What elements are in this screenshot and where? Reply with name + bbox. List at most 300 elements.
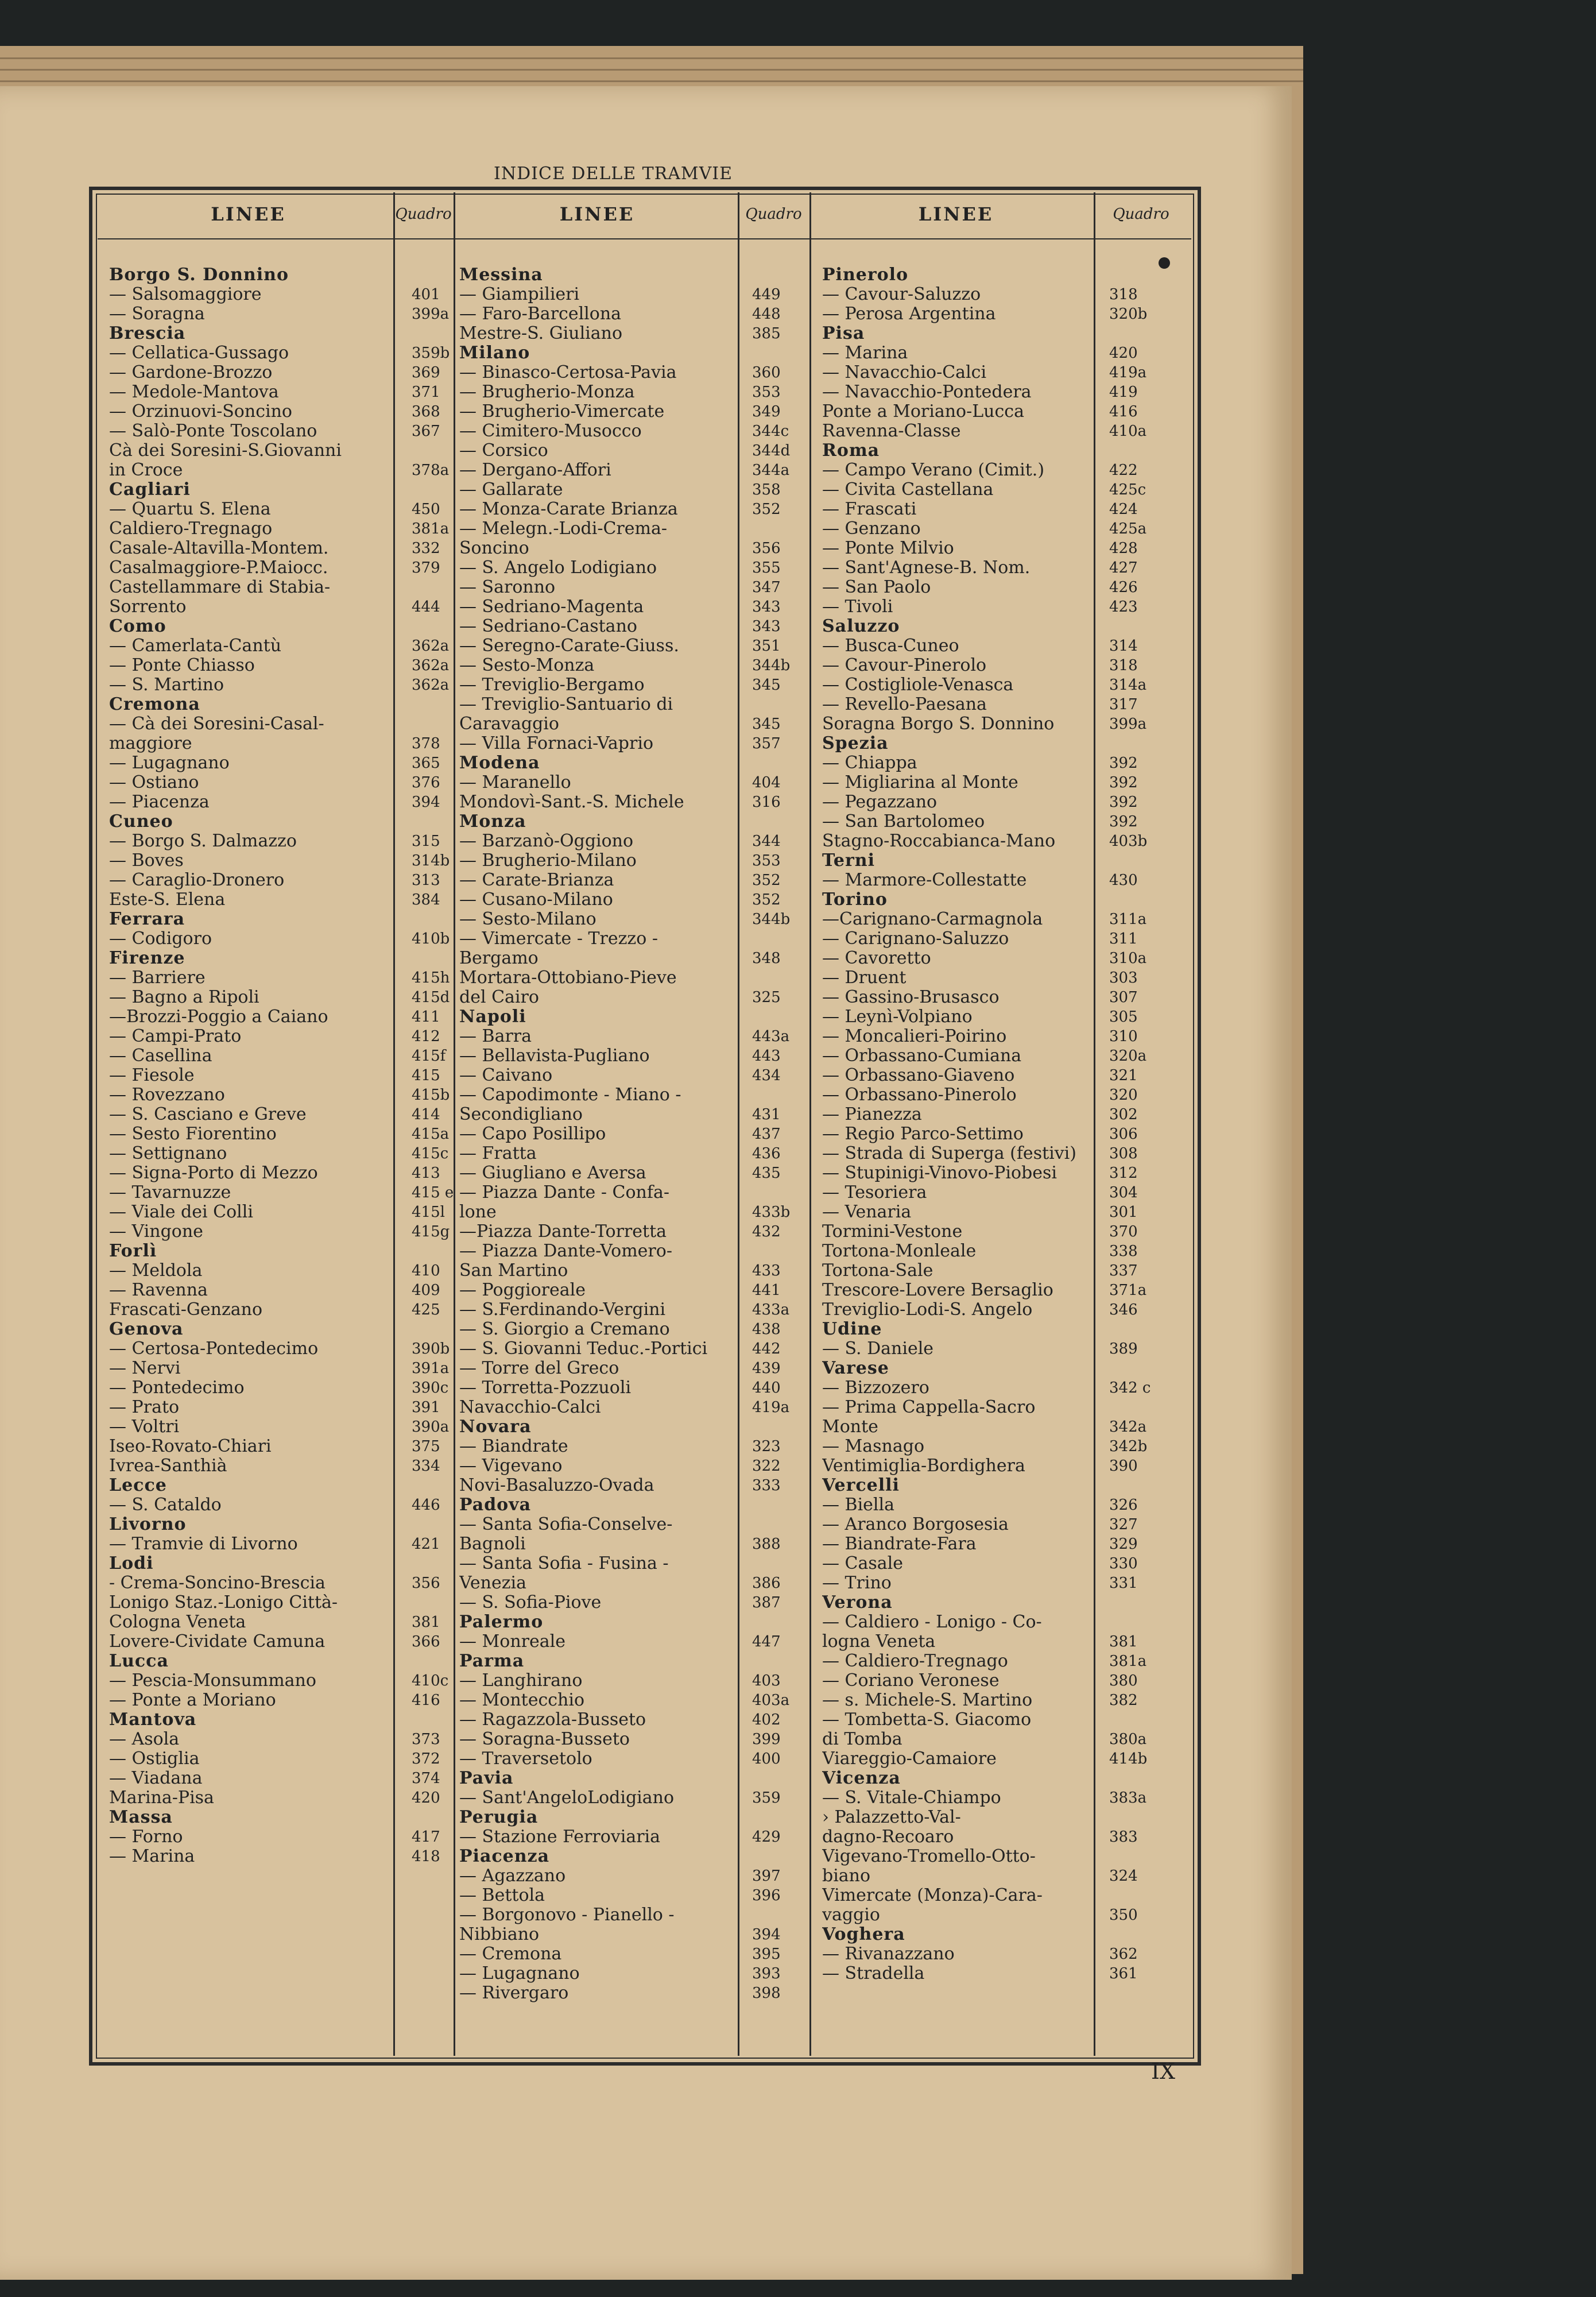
quadro-number: 378a	[412, 462, 450, 479]
quadro-number: 355	[752, 559, 781, 577]
line-entry	[459, 1554, 804, 1573]
quadro-number: 366	[412, 1633, 440, 1650]
line-entry	[459, 910, 804, 929]
line-entry	[459, 1105, 804, 1124]
entry-name: Vercelli	[822, 1476, 900, 1495]
quadro-number: 399a	[412, 306, 450, 323]
line-entry	[459, 1163, 804, 1183]
quadro-number: 342b	[1109, 1438, 1148, 1455]
entry-name: — Nervi	[109, 1359, 181, 1378]
quadro-number: 392	[1109, 813, 1138, 830]
entry-name: — Forno	[109, 1827, 183, 1847]
entry-name: — Sesto Fiorentino	[109, 1124, 277, 1144]
quadro-number: 352	[752, 872, 781, 889]
line-entry	[459, 1202, 804, 1222]
line-entry	[822, 1788, 1190, 1808]
city-heading	[109, 812, 454, 832]
entry-name: — Capodimonte - Miano -	[459, 1085, 681, 1105]
line-entry	[822, 597, 1190, 617]
quadro-number: 347	[752, 579, 781, 596]
entry-name: — Orbassano-Giaveno	[822, 1066, 1015, 1085]
entry-name: Borgo S. Donnino	[109, 265, 289, 285]
line-entry	[459, 1261, 804, 1281]
line-entry	[109, 714, 454, 734]
quadro-number: 410b	[412, 930, 450, 948]
quadro-number: 434	[752, 1067, 781, 1084]
quadro-number: 433a	[752, 1301, 790, 1318]
line-entry	[822, 461, 1190, 480]
quadro-number: 415d	[412, 989, 450, 1006]
entry-name: — Ravenna	[109, 1281, 208, 1300]
page-edge	[0, 57, 1303, 59]
entry-name: — Cimitero-Musocco	[459, 421, 642, 441]
city-heading	[822, 890, 1190, 910]
line-entry	[109, 1730, 454, 1749]
quadro-number: 318	[1109, 286, 1138, 303]
entry-name: — S.Ferdinando-Vergini	[459, 1300, 666, 1320]
entry-name: — Civita Castellana	[822, 480, 994, 500]
entry-name: Perugia	[459, 1808, 539, 1827]
entry-name: — Barriere	[109, 968, 206, 988]
quadro-number: 419a	[1109, 364, 1147, 381]
entry-name: — Tavarnuzze	[109, 1183, 231, 1202]
line-entry	[822, 1749, 1190, 1769]
quadro-number: 388	[752, 1536, 781, 1553]
column-3-list	[822, 265, 1190, 1983]
quadro-number: 332	[412, 540, 440, 557]
entry-name: — Seregno-Carate-Giuss.	[459, 636, 679, 656]
line-entry	[109, 1163, 454, 1183]
quadro-number: 447	[752, 1633, 781, 1650]
city-heading	[822, 1925, 1190, 1944]
entry-name: — Rovezzano	[109, 1085, 225, 1105]
line-entry	[109, 1046, 454, 1066]
city-heading	[822, 734, 1190, 753]
line-entry	[822, 363, 1190, 382]
line-entry	[459, 1730, 804, 1749]
line-entry	[822, 792, 1190, 812]
entry-name: — Masnago	[822, 1437, 925, 1456]
entry-name: Novara	[459, 1417, 532, 1437]
entry-name: Parma	[459, 1652, 525, 1671]
quadro-number: 308	[1109, 1145, 1138, 1162]
entry-name: — Sedriano-Magenta	[459, 597, 644, 617]
line-entry	[109, 1671, 454, 1691]
entry-name: — Marina	[822, 343, 908, 363]
line-entry	[822, 1573, 1190, 1593]
line-entry	[459, 1222, 804, 1242]
quadro-number: 437	[752, 1126, 781, 1143]
entry-name: — Piacenza	[109, 792, 210, 812]
entry-name: Trescore-Lovere Bersaglio	[822, 1281, 1053, 1300]
line-entry	[459, 1691, 804, 1710]
entry-name: — Pegazzano	[822, 792, 938, 812]
quadro-number: 344d	[752, 442, 791, 459]
quadro-number: 367	[412, 423, 440, 440]
entry-name: Este-S. Elena	[109, 890, 226, 910]
entry-name: — S. Giovanni Teduc.-Portici	[459, 1339, 708, 1359]
line-entry	[459, 1593, 804, 1612]
line-entry	[459, 461, 804, 480]
line-entry	[822, 949, 1190, 968]
entry-name: Ferrara	[109, 910, 185, 929]
quadro-number: 312	[1109, 1165, 1138, 1182]
line-entry	[459, 480, 804, 500]
line-entry	[109, 500, 454, 519]
entry-name: Ravenna-Classe	[822, 421, 961, 441]
line-entry	[459, 285, 804, 304]
entry-name: — Bizzozero	[822, 1378, 929, 1398]
line-entry	[822, 1808, 1190, 1827]
quadro-number: 410	[412, 1262, 440, 1279]
line-entry	[459, 871, 804, 890]
entry-name: — Boves	[109, 851, 184, 871]
entry-name: - Crema-Soncino-Brescia	[109, 1573, 326, 1593]
line-entry	[459, 1359, 804, 1378]
city-heading	[109, 1808, 454, 1827]
entry-name: — Ragazzola-Busseto	[459, 1710, 646, 1730]
line-entry	[459, 1085, 804, 1105]
line-entry	[109, 1691, 454, 1710]
city-heading	[822, 1593, 1190, 1612]
entry-name: — Tombetta-S. Giacomo	[822, 1710, 1032, 1730]
quadro-number: 318	[1109, 657, 1138, 674]
line-entry	[109, 988, 454, 1007]
quadro-number: 443	[752, 1047, 781, 1065]
entry-name: — Langhirano	[459, 1671, 583, 1691]
quadro-number: 426	[1109, 579, 1138, 596]
line-entry	[109, 1124, 454, 1144]
entry-name: Cà dei Soresini-S.Giovanni	[109, 441, 342, 461]
quadro-number: 446	[412, 1496, 440, 1514]
entry-name: — Borgonovo - Pianello -	[459, 1905, 675, 1925]
entry-name: — Camerlata-Cantù	[109, 636, 282, 656]
line-entry	[459, 539, 804, 558]
line-entry	[459, 929, 804, 949]
entry-name: — Trino	[822, 1573, 892, 1593]
quadro-number: 352	[752, 501, 781, 518]
entry-name: — Treviglio-Santuario di	[459, 695, 673, 714]
line-entry	[109, 597, 454, 617]
quadro-number: 369	[412, 364, 440, 381]
linee-header: LINEE	[211, 203, 286, 225]
entry-name: Venezia	[459, 1573, 527, 1593]
line-entry	[459, 558, 804, 578]
entry-name: Forlì	[109, 1242, 157, 1261]
quadro-number: 433b	[752, 1204, 791, 1221]
line-entry	[459, 714, 804, 734]
entry-name: Brescia	[109, 324, 186, 343]
entry-name: — Pianezza	[822, 1105, 922, 1124]
line-entry	[459, 1827, 804, 1847]
quadro-number: 391a	[412, 1360, 450, 1377]
city-heading	[109, 1652, 454, 1671]
quadro-number: 399	[752, 1731, 781, 1748]
quadro-number: 435	[752, 1165, 781, 1182]
entry-name: — Marina	[109, 1847, 195, 1866]
line-entry	[109, 421, 454, 441]
quadro-number: 362a	[412, 637, 450, 655]
entry-name: — Campo Verano (Cimit.)	[822, 461, 1045, 480]
line-entry	[459, 500, 804, 519]
line-entry	[822, 1046, 1190, 1066]
quadro-number: 415c	[412, 1145, 449, 1162]
entry-name: Pavia	[459, 1769, 514, 1788]
entry-name: Milano	[459, 343, 530, 363]
line-entry	[822, 675, 1190, 695]
quadro-number: 360	[752, 364, 781, 381]
entry-name: — Piazza Dante - Confa-	[459, 1183, 669, 1202]
quadro-number: 376	[412, 774, 440, 791]
entry-name: Varese	[822, 1359, 889, 1378]
line-entry	[109, 1769, 454, 1788]
entry-name: Padova	[459, 1495, 532, 1515]
line-entry	[459, 1437, 804, 1456]
quadro-number: 440	[752, 1379, 781, 1397]
quadro-number: 383a	[1109, 1789, 1147, 1807]
entry-name: Livorno	[109, 1515, 187, 1534]
line-entry	[109, 363, 454, 382]
quadro-number: 375	[412, 1438, 440, 1455]
entry-name: — Coriano Veronese	[822, 1671, 1000, 1691]
line-entry	[459, 382, 804, 402]
line-entry	[822, 1495, 1190, 1515]
line-entry	[822, 539, 1190, 558]
line-entry	[459, 968, 804, 988]
quadro-number: 368	[412, 403, 440, 420]
line-entry	[109, 1085, 454, 1105]
entry-name: — Poggioreale	[459, 1281, 586, 1300]
line-entry	[109, 1261, 454, 1281]
quadro-number: 398	[752, 1985, 781, 2002]
quadro-number: 353	[752, 384, 781, 401]
line-entry	[459, 1066, 804, 1085]
entry-name: — S. Sofia-Piove	[459, 1593, 602, 1612]
linee-header: LINEE	[559, 203, 635, 225]
entry-name: — Biella	[822, 1495, 895, 1515]
quadro-number: 338	[1109, 1243, 1138, 1260]
quadro-number: 381	[412, 1614, 440, 1631]
entry-name: — Bagno a Ripoli	[109, 988, 259, 1007]
quadro-number: 381a	[412, 520, 450, 537]
line-entry	[822, 636, 1190, 656]
quadro-number: 425	[412, 1301, 440, 1318]
quadro-number: 392	[1109, 755, 1138, 772]
entry-name: — Vingone	[109, 1222, 203, 1242]
line-entry	[459, 1671, 804, 1691]
line-entry	[109, 1534, 454, 1554]
line-entry	[109, 1202, 454, 1222]
line-entry	[822, 421, 1190, 441]
line-entry	[822, 1281, 1190, 1300]
quadro-number: 415f	[412, 1047, 446, 1065]
entry-name: Iseo-Rovato-Chiari	[109, 1437, 272, 1456]
quadro-number: 337	[1109, 1262, 1138, 1279]
line-entry	[459, 402, 804, 421]
quadro-number: 414	[412, 1106, 440, 1123]
line-entry	[822, 753, 1190, 773]
quadro-number: 345	[752, 716, 781, 733]
line-entry	[109, 1827, 454, 1847]
line-entry	[109, 656, 454, 675]
entry-name: Lonigo Staz.-Lonigo Città-	[109, 1593, 338, 1612]
line-entry	[109, 1339, 454, 1359]
entry-name: — Piazza Dante-Vomero-	[459, 1242, 672, 1261]
entry-name: — Caldiero-Tregnago	[822, 1652, 1008, 1671]
entry-name: — Giampilieri	[459, 285, 580, 304]
entry-name: lone	[459, 1202, 497, 1222]
entry-name: — Sesto-Monza	[459, 656, 595, 675]
entry-name: Saluzzo	[822, 617, 900, 636]
line-entry	[822, 500, 1190, 519]
city-heading	[822, 1476, 1190, 1495]
line-entry	[109, 1847, 454, 1866]
line-entry	[109, 929, 454, 949]
column-divider	[454, 192, 455, 2056]
line-entry	[109, 851, 454, 871]
quadro-number: 378	[412, 735, 440, 752]
quadro-number: 311	[1109, 930, 1138, 948]
quadro-number: 390a	[412, 1418, 450, 1436]
line-entry	[109, 1612, 454, 1632]
entry-name: — Prato	[109, 1398, 180, 1417]
entry-name: — Saronno	[459, 578, 556, 597]
line-entry	[109, 519, 454, 539]
entry-name: — Torre del Greco	[459, 1359, 619, 1378]
quadro-number: 314	[1109, 637, 1138, 655]
line-entry	[459, 363, 804, 382]
entry-name: Genova	[109, 1320, 184, 1339]
entry-name: — Maranello	[459, 773, 571, 792]
entry-name: — Dergano-Affori	[459, 461, 611, 480]
quadro-number: 450	[412, 501, 440, 518]
quadro-number: 431	[752, 1106, 781, 1123]
quadro-number: 362	[1109, 1946, 1138, 1963]
entry-name: Bergamo	[459, 949, 539, 968]
line-entry	[822, 1964, 1190, 1983]
quadro-number: 436	[752, 1145, 781, 1162]
quadro-number: 442	[752, 1340, 781, 1358]
quadro-number: 419a	[752, 1399, 790, 1416]
entry-name: — Carate-Brianza	[459, 871, 614, 890]
entry-name: — Tesoriera	[822, 1183, 927, 1202]
entry-name: — Revello-Paesana	[822, 695, 987, 714]
entry-name: — Moncalieri-Poirino	[822, 1027, 1007, 1046]
quadro-number: 372	[412, 1750, 440, 1768]
column-divider	[809, 192, 811, 2056]
entry-name: — Vimercate - Trezzo -	[459, 929, 658, 949]
line-entry	[459, 1905, 804, 1925]
line-entry	[459, 1515, 804, 1534]
line-entry	[109, 1105, 454, 1124]
quadro-number: 382	[1109, 1692, 1138, 1709]
entry-name: — Tivoli	[822, 597, 893, 617]
entry-name: — Leynì-Volpiano	[822, 1007, 973, 1027]
quadro-number: 350	[1109, 1907, 1138, 1924]
line-entry	[822, 578, 1190, 597]
line-entry	[459, 636, 804, 656]
entry-name: — Brugherio-Monza	[459, 382, 635, 402]
quadro-number: 343	[752, 598, 781, 616]
entry-name: — Druent	[822, 968, 907, 988]
entry-name: Bagnoli	[459, 1534, 526, 1554]
quadro-number: 344b	[752, 911, 791, 928]
entry-name: in Croce	[109, 461, 183, 480]
page-number: IX	[1151, 2059, 1176, 2084]
entry-name: Vimercate (Monza)-Cara-	[822, 1886, 1043, 1905]
entry-name: — Borgo S. Dalmazzo	[109, 832, 297, 851]
line-entry	[822, 1710, 1190, 1730]
quadro-number: 315	[412, 833, 440, 850]
line-entry	[459, 421, 804, 441]
quadro-number: 370	[1109, 1223, 1138, 1240]
entry-name: — Codigoro	[109, 929, 212, 949]
entry-name: Novi-Basaluzzo-Ovada	[459, 1476, 654, 1495]
entry-name: Nibbiano	[459, 1925, 540, 1944]
line-entry	[459, 1710, 804, 1730]
line-entry	[822, 968, 1190, 988]
line-entry	[822, 1339, 1190, 1359]
entry-name: — Sant'Agnese-B. Nom.	[822, 558, 1031, 578]
city-heading	[109, 695, 454, 714]
line-entry	[822, 1202, 1190, 1222]
city-heading	[459, 1495, 804, 1515]
quadro-number: 414b	[1109, 1750, 1148, 1768]
line-entry	[459, 695, 804, 714]
quadro-number: 305	[1109, 1008, 1138, 1026]
quadro-number: 381	[1109, 1633, 1138, 1650]
entry-name: Frascati-Genzano	[109, 1300, 263, 1320]
line-entry	[459, 1124, 804, 1144]
entry-name: — Vigevano	[459, 1456, 563, 1476]
entry-name: — S. Martino	[109, 675, 224, 695]
city-heading	[459, 265, 804, 285]
line-entry	[109, 1144, 454, 1163]
entry-name: — Sant'AngeloLodigiano	[459, 1788, 675, 1808]
line-entry	[822, 1163, 1190, 1183]
entry-name: Como	[109, 617, 166, 636]
entry-name: — Lugagnano	[109, 753, 230, 773]
entry-name: — Meldola	[109, 1261, 203, 1281]
quadro-number: 384	[412, 891, 440, 908]
quadro-number: 444	[412, 598, 440, 616]
entry-name: Cagliari	[109, 480, 191, 500]
city-heading	[822, 617, 1190, 636]
quadro-number: 362a	[412, 657, 450, 674]
line-entry	[109, 1417, 454, 1437]
entry-name: Monte	[822, 1417, 878, 1437]
quadro-number: 381a	[1109, 1653, 1147, 1670]
line-entry	[459, 1281, 804, 1300]
line-entry	[822, 382, 1190, 402]
entry-name: —Brozzi-Poggio a Caiano	[109, 1007, 328, 1027]
quadro-number: 348	[752, 950, 781, 967]
line-entry	[109, 402, 454, 421]
entry-name: Casalmaggiore-P.Maiocc.	[109, 558, 328, 578]
page-edge	[0, 69, 1303, 71]
entry-name: — Biandrate	[459, 1437, 568, 1456]
entry-name: Cremona	[109, 695, 200, 714]
entry-name: — Rivanazzano	[822, 1944, 955, 1964]
entry-name: Lucca	[109, 1652, 169, 1671]
quadro-number: 374	[412, 1770, 440, 1787]
quadro-number: 448	[752, 306, 781, 323]
line-entry	[459, 1534, 804, 1554]
entry-name: Pisa	[822, 324, 865, 343]
quadro-number: 307	[1109, 989, 1138, 1006]
entry-name: — Caivano	[459, 1066, 553, 1085]
entry-name: — Medole-Mantova	[109, 382, 279, 402]
